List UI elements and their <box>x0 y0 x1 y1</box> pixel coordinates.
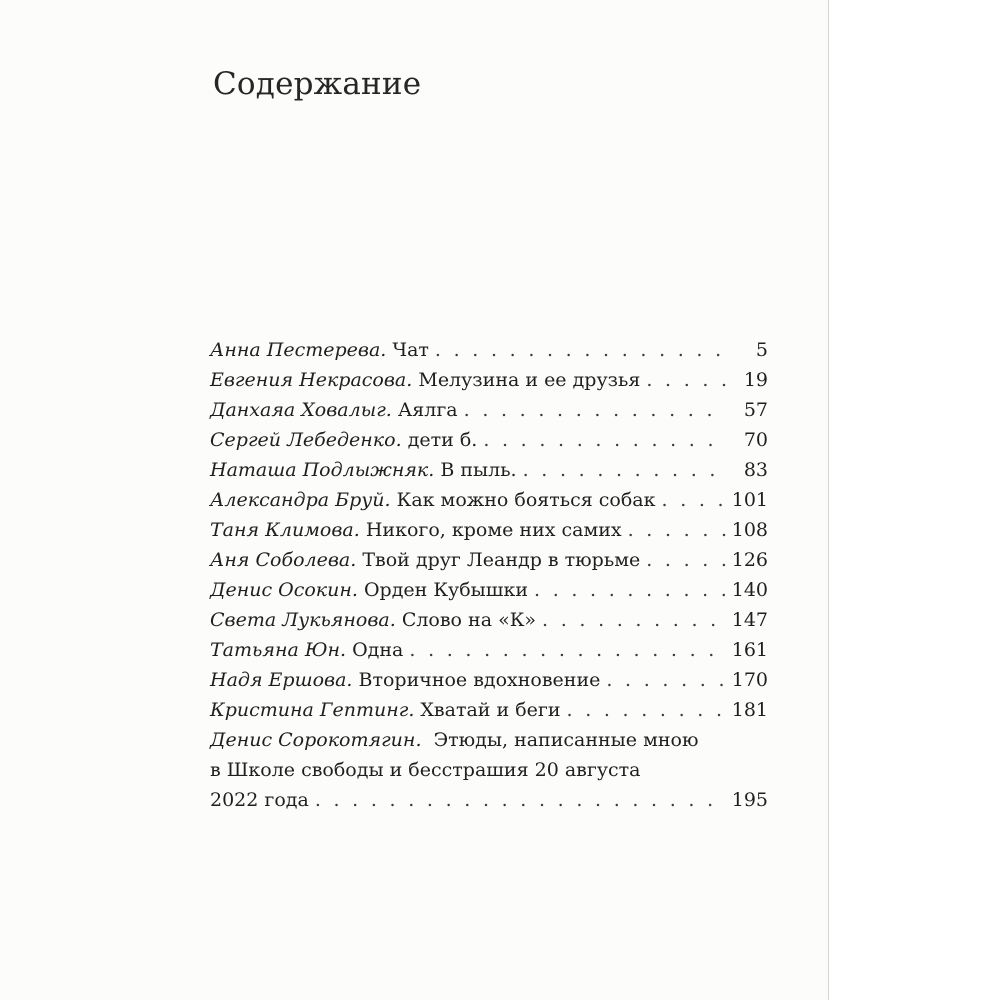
page-title: Содержание <box>213 66 422 102</box>
entry-title: дети б. <box>407 429 478 451</box>
toc-entry <box>210 365 768 395</box>
entry-title: В пыль. <box>440 459 517 481</box>
entry-title: Аялга <box>397 399 458 421</box>
entry-author: Татьяна Юн. <box>210 639 347 661</box>
entry-title: Вторичное вдохновение <box>358 669 601 691</box>
entry-title: Чат <box>392 339 429 361</box>
toc-entry <box>210 515 768 545</box>
entry-page-number: 19 <box>743 369 768 391</box>
dot-leader <box>606 665 725 695</box>
entry-page-number: 161 <box>731 639 768 661</box>
entry-page-number: 101 <box>731 489 768 511</box>
entry-title: Твой друг Леандр в тюрьме <box>362 549 641 571</box>
dot-leader <box>542 605 726 635</box>
entry-author: Данхаяа Ховалыг. <box>210 399 392 421</box>
entry-author: Денис Осокин. <box>210 579 358 601</box>
entry-page-number: 170 <box>731 669 768 691</box>
entry-page-number: 147 <box>731 609 768 631</box>
entry-page-number: 140 <box>731 579 768 601</box>
entry-title: Хватай и беги <box>420 699 561 721</box>
entry-page-number: 57 <box>743 399 768 421</box>
entry-title: Одна <box>352 639 404 661</box>
dot-leader <box>534 575 726 605</box>
entry-page-number: 181 <box>731 699 768 721</box>
toc-entry <box>210 335 768 365</box>
entry-page-number: 195 <box>731 789 768 811</box>
entry-author: Света Лукьянова. <box>210 609 396 631</box>
toc-entry <box>210 725 768 815</box>
entry-page-number: 126 <box>731 549 768 571</box>
dot-leader <box>464 395 726 425</box>
toc-entry <box>210 605 768 635</box>
dot-leader <box>628 515 726 545</box>
dot-leader <box>483 425 726 455</box>
entry-title: Слово на «К» <box>401 609 537 631</box>
toc-entry <box>210 695 768 725</box>
entry-page-number: 83 <box>743 459 768 481</box>
dot-leader <box>646 545 726 575</box>
entry-title: Никого, кроме них самих <box>365 519 622 541</box>
entry-title: Этюды, написанные мною <box>433 729 699 751</box>
entry-page-number: 70 <box>743 429 768 451</box>
entry-author: Сергей Лебеденко. <box>210 429 402 451</box>
entry-title-continued: 2022 года <box>210 789 309 811</box>
toc-entry <box>210 575 768 605</box>
toc-entry <box>210 425 768 455</box>
entry-title: Как можно бояться собак <box>396 489 656 511</box>
toc-entry <box>210 635 768 665</box>
entry-author: Евгения Некрасова. <box>210 369 413 391</box>
entry-author: Наташа Подлыжняк. <box>210 459 435 481</box>
dot-leader <box>435 335 726 365</box>
dot-leader <box>315 785 726 815</box>
entry-author: Анна Пестерева. <box>210 339 387 361</box>
toc-entry <box>210 665 768 695</box>
entry-author: Аня Соболева. <box>210 549 357 571</box>
entry-author: Денис Сорокотягин. <box>210 729 422 751</box>
dot-leader <box>409 635 725 665</box>
entry-author: Кристина Гептинг. <box>210 699 415 721</box>
table-of-contents <box>210 335 768 815</box>
toc-entry <box>210 455 768 485</box>
toc-entry <box>210 485 768 515</box>
dot-leader <box>567 695 726 725</box>
toc-entry <box>210 545 768 575</box>
dot-leader <box>523 455 726 485</box>
entry-title: Мелузина и ее друзья <box>418 369 641 391</box>
dot-leader <box>646 365 726 395</box>
entry-page-number: 5 <box>755 339 768 361</box>
dot-leader <box>662 485 726 515</box>
entry-author: Александра Бруй. <box>210 489 391 511</box>
entry-author: Надя Ершова. <box>210 669 353 691</box>
toc-entry <box>210 395 768 425</box>
entry-title-continued: в Школе свободы и бесстрашия 20 августа <box>210 759 641 781</box>
entry-title: Орден Кубышки <box>363 579 529 601</box>
entry-page-number: 108 <box>731 519 768 541</box>
entry-author: Таня Климова. <box>210 519 360 541</box>
